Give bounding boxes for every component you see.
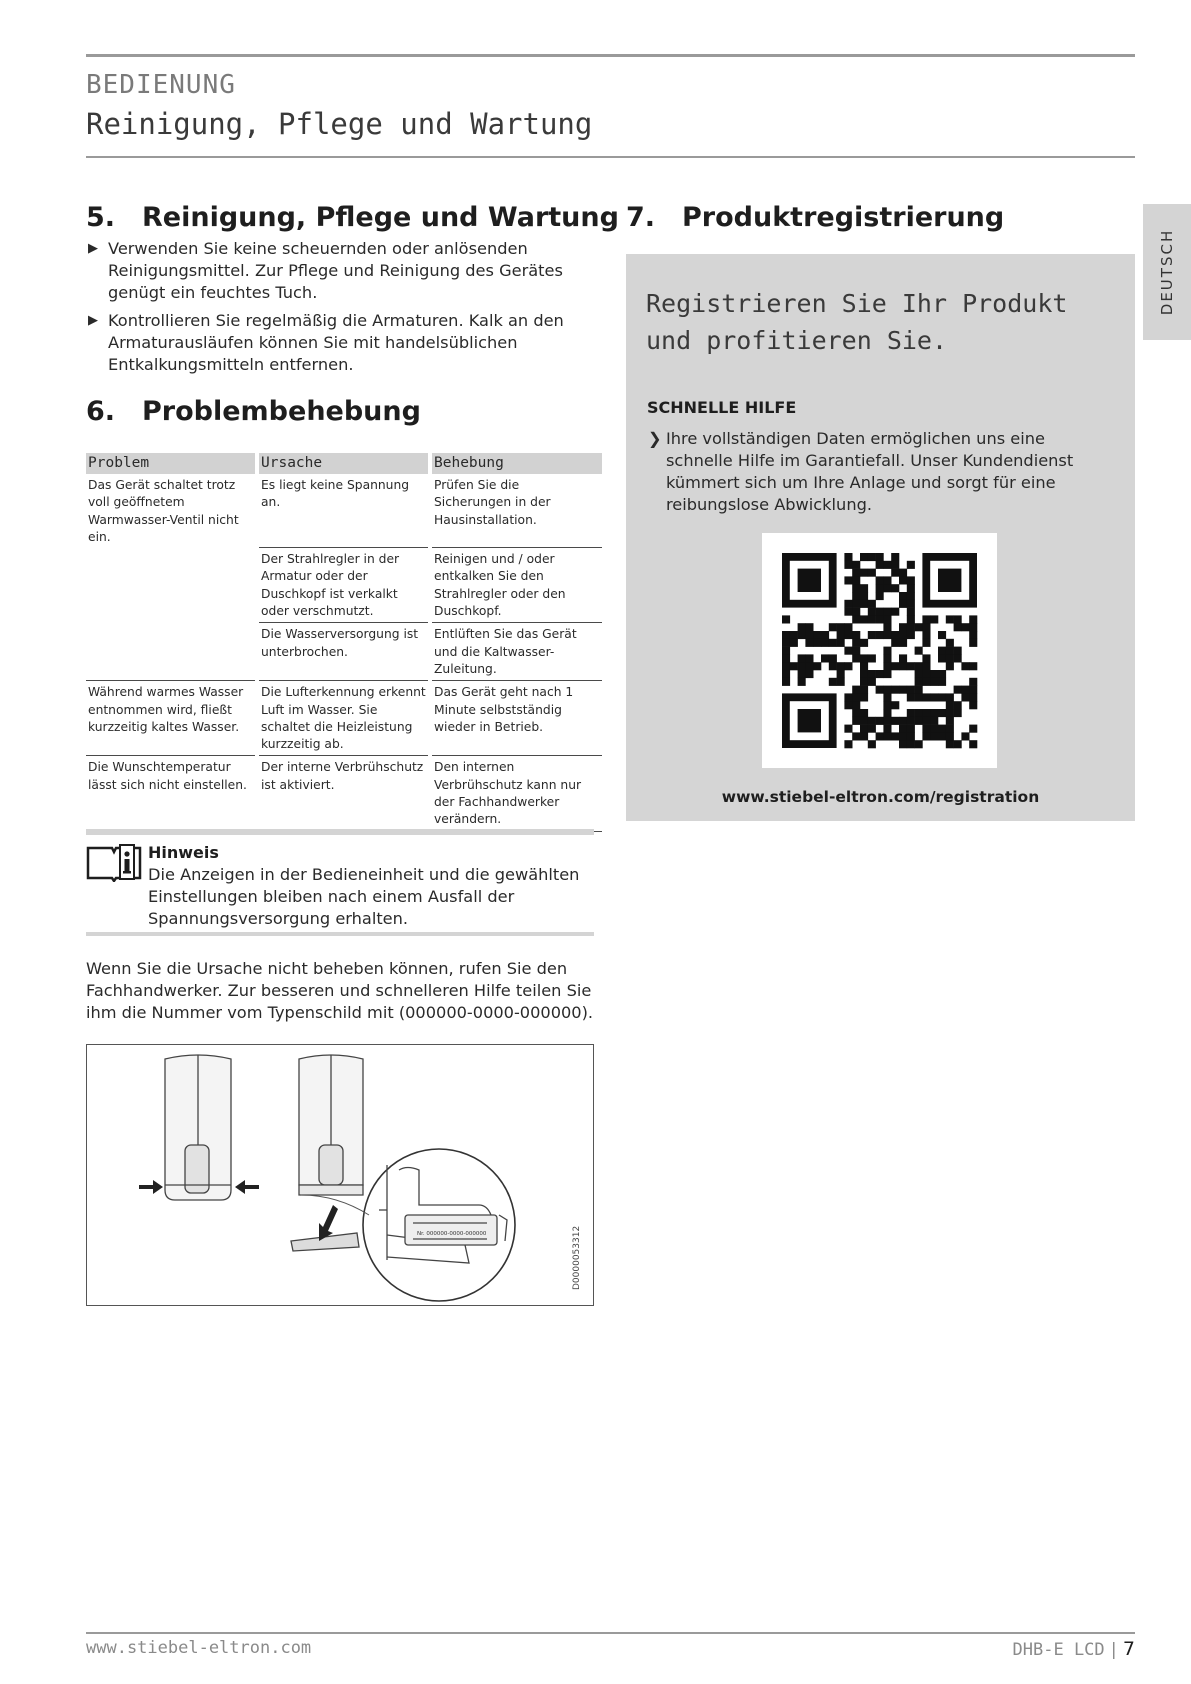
- device-illustration: [87, 1045, 595, 1307]
- table-cell: Der Strahlregler in der Armatur oder der Duschkopf ist verkalkt oder verschmutzt.: [259, 548, 428, 623]
- note-text: Die Anzeigen in der Bedieneinheit und die gewählten Einstellungen bleiben nach einem Ausfall der Spannungsversorgung erhalten.: [148, 865, 580, 928]
- quick-help-text-block: [648, 428, 1108, 516]
- section5-number: 5.: [86, 202, 116, 233]
- table-cell: Das Gerät schaltet trotz voll geöffnetem Warmwasser-Ventil nicht ein.: [88, 478, 239, 544]
- note-title: Hinweis: [148, 843, 219, 862]
- col-header-problem: Problem: [86, 453, 255, 474]
- table-cell: Der interne Verbrühschutz ist aktiviert.: [259, 756, 428, 831]
- footer-separator: |: [1108, 1640, 1119, 1660]
- page-title: Reinigung, Pflege und Wartung: [86, 107, 593, 141]
- section6-heading: [86, 396, 421, 427]
- note-bar-bottom: [86, 932, 594, 936]
- footer-rule: [86, 1632, 1135, 1634]
- table-cell: Während warmes Wasser entnommen wird, fließt kurzzeitig kaltes Wasser.: [86, 681, 255, 756]
- section6-title: Problembehebung: [142, 396, 421, 427]
- page-number: 7: [1122, 1638, 1135, 1660]
- quick-help-text: Ihre vollständigen Daten ermöglichen uns eine schnelle Hilfe im Garantiefall. Unser Kundendienst kümmert sich um Ihre Anlage und sorgt für eine reibungslose Abwicklung.: [666, 429, 1074, 514]
- bullet-item: ▶ Verwenden Sie keine scheuernden oder anlösenden Reinigungsmittel. Zur Pflege und Reinigung des Gerätes genügt ein feuchtes Tuch.: [86, 238, 596, 304]
- table-cell: Es liegt keine Spannung an.: [259, 474, 428, 548]
- language-tab: [1143, 204, 1191, 340]
- table-row: [86, 548, 602, 623]
- table-row: [86, 756, 602, 831]
- table-cell: Die Wunschtemperatur lässt sich nicht einstellen.: [86, 756, 255, 831]
- typeplate-label: Nr. 000000-0000-000000: [417, 1231, 487, 1237]
- table-cell: Prüfen Sie die Sicherungen in der Hausinstallation.: [432, 474, 602, 548]
- section5-bullets: [86, 238, 596, 382]
- footer-model-name: DHB-E LCD: [1012, 1640, 1105, 1660]
- section-kicker: BEDIENUNG: [86, 70, 236, 100]
- table-cell: Die Wasserversorgung ist unterbrochen.: [259, 623, 428, 681]
- problem-table: [82, 453, 606, 832]
- section5-heading: [86, 202, 619, 233]
- section7-heading: [626, 202, 1004, 233]
- note-bar-top: [86, 829, 594, 835]
- footer-url[interactable]: www.stiebel-eltron.com: [86, 1638, 312, 1658]
- section5-title: Reinigung, Pflege und Wartung: [142, 202, 619, 233]
- section7-number: 7.: [626, 202, 656, 233]
- language-tab-label: DEUTSCH: [1158, 228, 1176, 316]
- figure-device-typeplate: [86, 1044, 594, 1306]
- header-rule-top: [86, 54, 1135, 57]
- chevron-right-icon: ❯: [648, 429, 662, 448]
- registration-url[interactable]: www.stiebel-eltron.com/registration: [721, 788, 1040, 806]
- table-cell: [86, 623, 255, 681]
- header-rule-bottom: [86, 156, 1135, 158]
- col-header-cause: Ursache: [259, 453, 428, 474]
- table-cell: [86, 548, 255, 623]
- table-row: [86, 474, 602, 548]
- registration-headline: Registrieren Sie Ihr Produkt und profitieren Sie.: [646, 289, 1068, 355]
- section7-title: Produktregistrierung: [682, 202, 1005, 233]
- col-header-fix: Behebung: [432, 453, 602, 474]
- table-cell: Entlüften Sie das Gerät und die Kaltwasser-Zuleitung.: [432, 623, 602, 681]
- bullet-item: ▶ Kontrollieren Sie regelmäßig die Armaturen. Kalk an den Armaturausläufen können Sie mit handelsüblichen Entkalkungsmitteln entfernen.: [86, 310, 596, 376]
- qr-code-icon: [762, 533, 997, 768]
- table-header-row: [86, 453, 602, 474]
- info-book-icon: [86, 842, 142, 882]
- figure-code: D0000053312: [572, 1225, 582, 1290]
- section6-number: 6.: [86, 396, 116, 427]
- table-cell: Die Lufterkennung erkennt Luft im Wasser. Sie schaltet die Heizleistung kurzzeitig ab.: [259, 681, 428, 756]
- qr-code[interactable]: [762, 533, 997, 768]
- table-cell: Reinigen und / oder entkalken Sie den Strahlregler oder den Duschkopf.: [432, 548, 602, 623]
- quick-help-title: SCHNELLE HILFE: [647, 398, 797, 417]
- service-paragraph: Wenn Sie die Ursache nicht beheben können, rufen Sie den Fachhandwerker. Zur besseren und schnelleren Hilfe teilen Sie ihm die Nummer vom Typenschild mit (000000-0000-000000).: [86, 959, 594, 1022]
- table-row: [86, 681, 602, 756]
- table-cell: Den internen Verbrühschutz kann nur der Fachhandwerker verändern.: [432, 756, 602, 831]
- table-row: [86, 623, 602, 681]
- footer-model: [1013, 1638, 1135, 1660]
- table-cell: Das Gerät geht nach 1 Minute selbstständig wieder in Betrieb.: [432, 681, 602, 756]
